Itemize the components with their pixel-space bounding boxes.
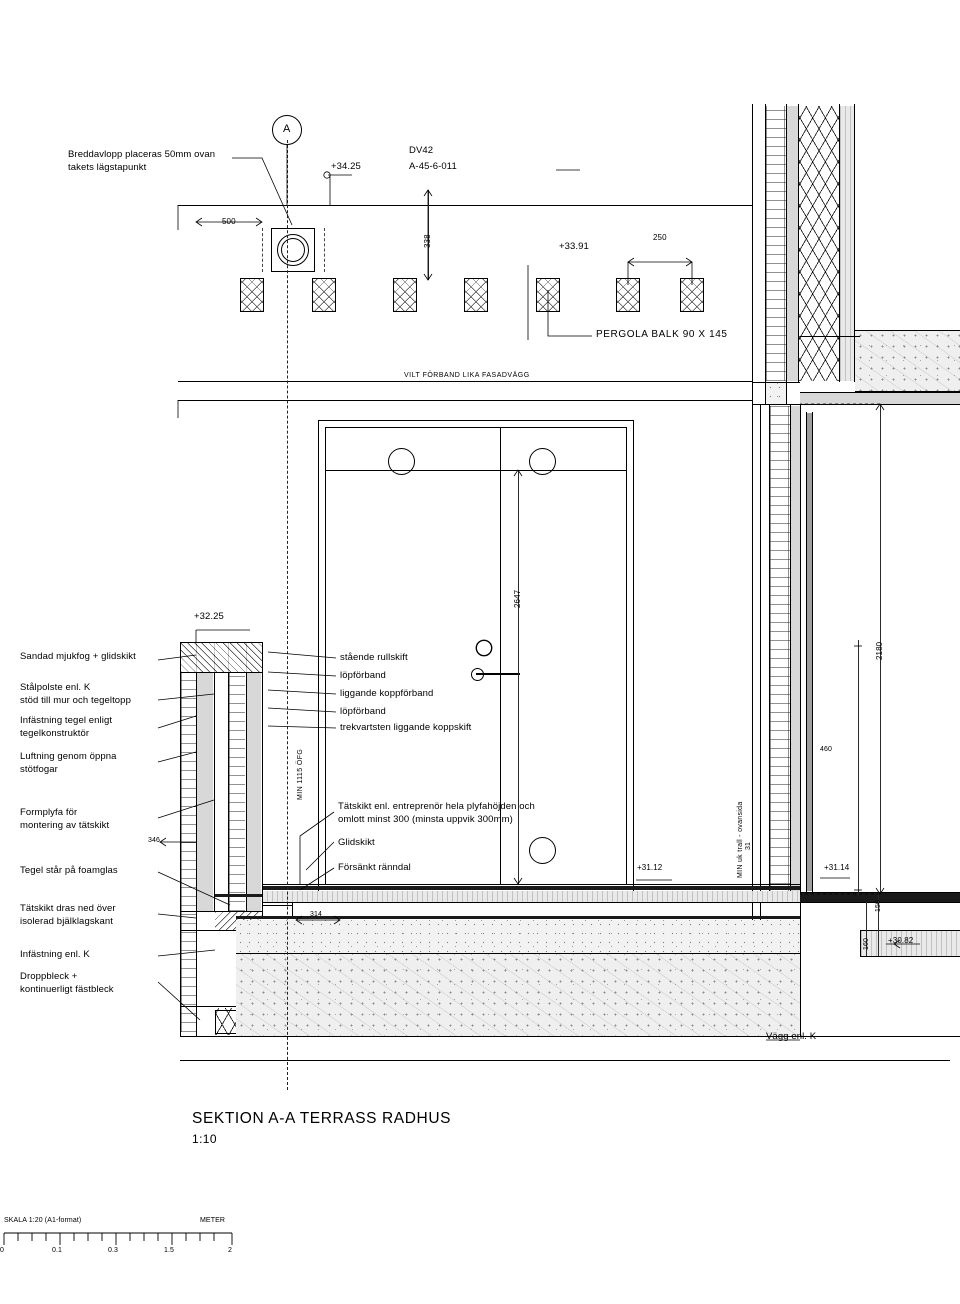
rannadal-3 bbox=[262, 884, 263, 916]
right-slab-band bbox=[800, 393, 960, 404]
label-dv42-ref: A-45-6-011 bbox=[409, 161, 457, 172]
handle-rosette-icon bbox=[476, 640, 492, 656]
upper-ref-line-2 bbox=[178, 381, 753, 382]
annotation-formplyfa-l1: Formplyfa för bbox=[20, 807, 78, 818]
level-3225: +32.25 bbox=[194, 611, 224, 622]
rw-v2 bbox=[786, 382, 787, 404]
r-base-h bbox=[800, 1036, 960, 1037]
annotation-luftning-l2: stötfogar bbox=[20, 764, 58, 775]
annotation-tatskikt-ned-l2: isolerad bjälklagskant bbox=[20, 916, 114, 927]
parapet-core-2 bbox=[247, 673, 261, 911]
scalebar-tick-15: 1.5 bbox=[164, 1247, 175, 1254]
deck-mid bbox=[262, 902, 800, 903]
right-slab-top bbox=[855, 330, 960, 331]
dim-2180: 2180 bbox=[875, 641, 884, 660]
rlw-gap bbox=[791, 406, 800, 893]
level-3082: +30.82 bbox=[888, 936, 914, 945]
parapet-brick-hatch bbox=[181, 672, 196, 1032]
annotation-staende-rullskift: stående rullskift bbox=[340, 652, 408, 663]
level-3425: +34.25 bbox=[331, 161, 361, 172]
rlw-steel bbox=[807, 413, 812, 891]
dim-150: 150 bbox=[875, 900, 882, 912]
rannadal-2 bbox=[292, 902, 293, 916]
glazing-node-2 bbox=[529, 448, 556, 475]
rw-fill bbox=[766, 383, 786, 404]
wall-brick-hatch bbox=[766, 106, 786, 381]
parapet-brick-2 bbox=[229, 673, 245, 911]
dim-2647: 2647 bbox=[513, 589, 522, 608]
grid-bubble-label: A bbox=[283, 123, 291, 135]
annotation-tatskikt-entreprenor-l2: omlott minst 300 (minsta uppvik 300mm) bbox=[338, 814, 513, 825]
scalebar-title: SKALA 1:20 (A1-format) bbox=[4, 1217, 82, 1224]
deck-insulation-layer bbox=[236, 920, 800, 953]
pergola-beam-4-hatch bbox=[465, 279, 487, 311]
upper-ref-line-3 bbox=[178, 400, 753, 401]
parapet-core-1 bbox=[197, 673, 213, 911]
pergola-beam-6-hatch bbox=[617, 279, 639, 311]
annotation-infastning-tegel-l2: tegelkonstruktör bbox=[20, 728, 90, 739]
label-dv42: DV42 bbox=[409, 145, 434, 156]
right-slab-edge-a bbox=[800, 336, 860, 337]
drawing-title: SEKTION A-A TERRASS RADHUS bbox=[192, 1110, 452, 1127]
handle-base-icon bbox=[471, 668, 484, 681]
glazing-node-1 bbox=[388, 448, 415, 475]
pergola-beam-3-hatch bbox=[394, 279, 416, 311]
label-bond-pattern: VILT FÖRBAND LIKA FASADVÄGG bbox=[404, 372, 530, 379]
roof-drain-inner-icon bbox=[281, 238, 305, 262]
wall-insulation-hatch bbox=[799, 106, 839, 381]
glazing-node-3 bbox=[529, 837, 556, 864]
pergola-beam-2-hatch bbox=[313, 279, 335, 311]
label-min-uk: MIN uk trall - ovansida bbox=[737, 801, 744, 878]
base-line bbox=[180, 1036, 800, 1037]
annotation-stalpolste-l1: Stålpolste enl. K bbox=[20, 682, 91, 693]
grid-line-a bbox=[287, 140, 288, 1090]
scalebar-tick-2: 2 bbox=[228, 1247, 232, 1254]
annotation-vagg-enl-k: Vägg enl. K bbox=[766, 1031, 817, 1042]
dim-witness-460 bbox=[858, 640, 859, 895]
upper-ref-line-1 bbox=[178, 205, 753, 206]
annotation-overflow-line2: takets lägstapunkt bbox=[68, 162, 147, 173]
pergola-beam-5-hatch bbox=[537, 279, 559, 311]
annotation-formplyfa-l2: montering av tätskikt bbox=[20, 820, 110, 831]
level-3391: +33.91 bbox=[559, 241, 589, 252]
dim-160: 160 bbox=[863, 938, 870, 950]
rlw-brick bbox=[770, 406, 790, 893]
annotation-lopforband-2: löpförband bbox=[340, 706, 386, 717]
annotation-liggande-koppforband: liggande koppförband bbox=[340, 688, 434, 699]
deck-screed bbox=[262, 891, 800, 902]
sheet-base-line bbox=[180, 1060, 950, 1061]
annotation-infastning-k: Infästning enl. K bbox=[20, 949, 90, 960]
rlw-v4 bbox=[800, 404, 801, 1036]
scalebar-tick-01: 0.1 bbox=[52, 1247, 63, 1254]
pergola-beam-7-hatch bbox=[681, 279, 703, 311]
parapet-line-6 bbox=[262, 642, 263, 912]
lower-block bbox=[215, 1010, 237, 1034]
left-step-band bbox=[215, 894, 262, 897]
dim-31: 31 bbox=[745, 842, 752, 850]
wall-air-gap bbox=[787, 106, 798, 381]
dim-338: 338 bbox=[423, 234, 432, 248]
scalebar-tick-0: 0 bbox=[0, 1247, 4, 1254]
parapet-line-3 bbox=[214, 642, 215, 912]
annotation-luftning-l1: Luftning genom öppna bbox=[20, 751, 117, 762]
annotation-droppbleck-l1: Droppbleck + bbox=[20, 971, 78, 982]
scalebar-tick-03: 0.3 bbox=[108, 1247, 119, 1254]
dim-314: 314 bbox=[310, 911, 322, 918]
annotation-sandad-mjukfog: Sandad mjukfog + glidskikt bbox=[20, 651, 136, 662]
structural-slab-concrete bbox=[236, 954, 800, 1036]
label-pergola-beam: PERGOLA BALK 90 X 145 bbox=[596, 329, 728, 340]
dim-witness-2647 bbox=[518, 470, 519, 884]
drawing-scale: 1:10 bbox=[192, 1132, 217, 1146]
parapet-cap-hatch bbox=[181, 643, 262, 672]
level-3114: +31.14 bbox=[824, 863, 850, 872]
dim-460: 460 bbox=[820, 746, 832, 753]
annotation-stalpolste-l2: stöd till mur och tegeltopp bbox=[20, 695, 131, 706]
annotation-droppbleck-l2: kontinuerligt fästbleck bbox=[20, 984, 114, 995]
annotation-lopforband-1: löpförband bbox=[340, 670, 386, 681]
dim-500: 500 bbox=[222, 217, 236, 226]
annotation-tatskikt-ned-l1: Tätskikt dras ned över bbox=[20, 903, 116, 914]
glazing-transom bbox=[325, 470, 627, 471]
rlw-v6 bbox=[812, 412, 813, 892]
deck-top bbox=[262, 884, 800, 885]
scalebar-unit: METER bbox=[200, 1217, 225, 1224]
annotation-foamglas: Tegel står på foamglas bbox=[20, 865, 118, 876]
annotation-overflow-line1: Breddavlopp placeras 50mm ovan bbox=[68, 149, 216, 160]
label-min-ofg: MIN 1115 ÖFG bbox=[297, 748, 304, 800]
roof-drain-dash-r bbox=[324, 228, 325, 272]
level-3112: +31.12 bbox=[637, 863, 663, 872]
annotation-infastning-tegel-l1: Infästning tegel enligt bbox=[20, 715, 113, 726]
tatskikt-band bbox=[262, 886, 800, 890]
annotation-trekvartsten: trekvartsten liggande koppskift bbox=[340, 722, 472, 733]
dim-250: 250 bbox=[653, 233, 667, 242]
annotation-glidskikt: Glidskikt bbox=[338, 837, 375, 848]
dim-346: 346 bbox=[148, 837, 160, 844]
roof-drain-dash-l bbox=[262, 228, 263, 272]
annotation-tatskikt-entreprenor-l1: Tätskikt enl. entreprenör hela plyfahöjden och bbox=[338, 801, 535, 812]
r-step-h4 bbox=[860, 956, 960, 957]
right-slab-concrete bbox=[855, 330, 960, 392]
wall-inner-board bbox=[840, 106, 854, 381]
annotation-forsankt-ranndal: Försänkt ränndal bbox=[338, 862, 411, 873]
pergola-beam-1-hatch bbox=[241, 279, 263, 311]
